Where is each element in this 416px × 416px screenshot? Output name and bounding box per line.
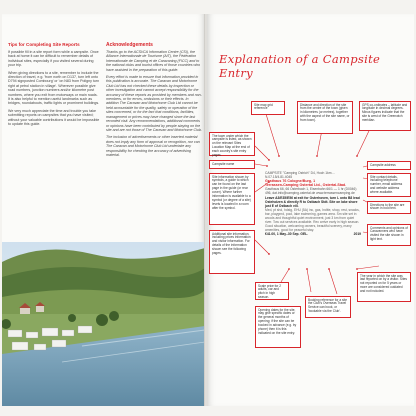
tips-paragraph: If possible fill in a site report form while a campsite. Once back at home it can be difficult to remember details of individual sites, especially if you visited several during your trip.: [8, 50, 99, 68]
entry-footer: €41.00, 1 May–30 Sep. GEL.: [265, 232, 309, 237]
callout-site-info: Site information shown by symbols, a guide to which can be found on the last page in the guide (or rear cover). Where further information is available to a symbol (or degree of a site) levels is located in a room after the symbol.: [209, 173, 255, 225]
ack-title: Acknowledgements: [106, 42, 153, 48]
callout-directions: Directions to the site are shown in bold text.: [367, 201, 411, 214]
tips-paragraph: When giving directions to a site, remember to include the direction of travel, e.g. 'from north on D137, turn left onto D794 signposted Combourg' or 'on N83 from Poligny turn right at petrol station in village'. Wherever possible give road numbers, junction numbers and/or kilometre post numbers, where you exit from motorways or main roads. It is also helpful to mention useful landmarks such as bridges, roundabouts, traffic lights or prominent buildings.: [8, 70, 100, 106]
ack-paragraph: Thanks go to the ACSI/CA Information Centre (CSI), the Alliance Internationale de Tourisme (AIT), the Fédération Internationale de Camping et de Caravaning (FICC) and to the national clubs and tourist offices of those countries who have assisted in the preparation of this guide.: [106, 50, 201, 72]
callout-gps: GPS co-ordinates – latitude and longitude in decimal degrees. Minus figures indicate that the site is west of the Greenwich meridian.: [359, 101, 411, 131]
ack-paragraph: Every effort is made to ensure that information provided in this publication is accurate. The Caravan and Motorhome Club Ltd has not checked these details by inspection or other investigation and cannot accept responsibility for the accuracy of these reports as provided by members and non-members, or for errors, omissions or their effects. In addition The Caravan and Motorhome Club Ltd cannot be held accountable for the quality, safety or operation of the sites concerned, or for the fact that conditions, facilities, management or prices may have changed since the last recorded visit. Any recommendations, additional comments or opinions have been contributed by people staying on the site and are not those of The Caravan and Motorhome Club.: [106, 75, 202, 132]
page-heading: Explanation of a Campsite Entry: [219, 52, 381, 80]
ack-body: [106, 50, 202, 160]
callout-booking-ref: Booking reference for a site the Club's Overseas Travel Service can book, or 'bookable via the Club'.: [305, 296, 351, 318]
entry-heading-line: CAMPSITE "Camping Ostrich" D4, Hoch 1km ... N.07.15/4.81.4045: [265, 171, 336, 180]
callout-comments: Comments and opinions of Caravanners who have visited the site shown in light text.: [367, 224, 411, 246]
campsite-entry: [265, 171, 361, 267]
callout-town: The town under which the campsite is listed, as shown on the relevant Sites Location Map at the end of each country's site entry pages.: [209, 132, 255, 156]
callout-distance: Distance and direction of the site from the centre of the town (given in kilometres (or metres), together with the aspect of the site name, or from town).: [297, 101, 353, 134]
right-page: [207, 14, 414, 406]
callout-scale-price: Scale price for 2 adults, car and pitch in high season.: [255, 282, 289, 300]
entry-year: 2019: [353, 232, 361, 237]
entry-description: Med, pt shd, hdstg, EHU (5A) inc, gas, Indtte, shop, rest, snacks, bar, playgrnd, pool, lake swimming, games area. Sm site set in woods and thoughtful quiet environment, just 3 km from quiet river. Tow out services available. Rec arrive early in high season. Good situation, welcoming owners, beautiful scenery, many amenities, good for peaceful stay.: [265, 207, 360, 233]
ack-paragraph: The inclusion of advertisements or other inserted material does not imply any form of approval or recognition, nor can The Caravan and Motorhome Club Ltd undertake any responsibility for checking the accuracy of advertising material.: [106, 135, 200, 157]
callout-site-map-grid: Site map grid reference: [251, 101, 285, 115]
callout-campsite-name: Campsite name: [209, 160, 255, 169]
callout-opening-dates: Opening dates for the site, may give specific dates or the general months of opening; if the site can be booked in advance (e.g. by phone) then it is this indicated on the site entry.: [255, 306, 301, 348]
entry-company: Terrassen-Camping Ostertal Ltd., Ostertal-Stad.: [265, 183, 347, 188]
left-page: [2, 14, 205, 406]
tips-body: [8, 50, 100, 130]
callout-contact: Site contact details, including telephone number, email address and website address where available.: [367, 173, 411, 197]
entry-directions: Leave A3/E35/E56 at exit for Osterhoven, turn L onto B8 lead Osteholzen & directly R to Ostbach Stdt. Site on lake shore just E of Ostbach vill.: [265, 195, 360, 208]
callout-report-year: The year in which the site was last reported on by a visitor. Sites not reported on for 5 years or more are considered outdated and not included.: [357, 272, 411, 302]
entry-address: Gasthaus 66, 66 Osterbach 1, Eisenbahn 66/1 — 1 hr (D0046) 496, dat.info@camping.ostertal.de www.terrassencamping.de: [265, 187, 357, 196]
entry-campsite-name: Gasthaus 76 Cologne/Burg, 1: [265, 179, 316, 184]
callout-additional: Additional site information, including prices information and visitor information. For details of the information shown see the following pages.: [209, 230, 255, 274]
callout-campsite-address: Campsite address: [367, 161, 411, 170]
tips-paragraph: We very much appreciate the time and trouble you take submitting reports on campsites that you have visited; without your valuable contributions it would be impossible to update this guide.: [8, 108, 100, 127]
tips-title: Tips for Completing Site Reports: [8, 42, 80, 47]
campsite-photo: [2, 242, 205, 406]
